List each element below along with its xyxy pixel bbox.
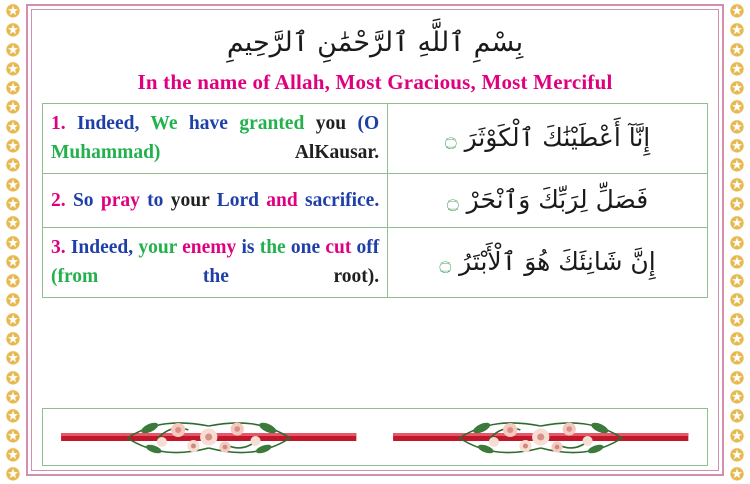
star-icon: ✪ [729,330,745,350]
star-icon: ✪ [5,426,21,446]
ayah-marker-icon: ۝ [444,127,457,152]
star-icon: ✪ [5,272,21,292]
star-icon: ✪ [5,117,21,137]
star-icon: ✪ [5,465,21,484]
star-icon: ✪ [5,137,21,157]
verse-arabic-1 [388,103,708,173]
star-icon: ✪ [729,368,745,388]
star-icon: ✪ [729,426,745,446]
table-row [43,227,708,297]
verse-number-2: 2. [51,189,66,211]
star-icon: ✪ [5,291,21,311]
star-icon: ✪ [729,214,745,234]
star-icon: ✪ [5,407,21,427]
star-icon: ✪ [729,387,745,407]
star-icon: ✪ [729,291,745,311]
star-icon: ✪ [729,349,745,369]
footer-ornament-band [42,408,708,466]
star-icon: ✪ [5,156,21,176]
star-icon: ✪ [729,59,745,79]
verse-english-1 [43,103,388,173]
star-icon: ✪ [5,349,21,369]
page-frame-outer [26,4,724,476]
floral-divider-icon [388,414,693,460]
verse-english-2 [43,174,388,228]
star-icon: ✪ [5,59,21,79]
star-icon: ✪ [729,21,745,41]
verse-arabic-2 [388,174,708,228]
verse-arabic-text-1: إِنَّآ أَعْطَيْنَٰكَ ٱلْكَوْثَرَ [464,123,651,153]
star-icon: ✪ [5,233,21,253]
page-frame-inner [31,9,719,471]
star-icon: ✪ [5,40,21,60]
star-icon: ✪ [729,117,745,137]
verse-english-text-1: Indeed, We have granted you (O Muhammad) AlKausar. [51,112,380,164]
bismillah-arabic: بِسْمِ ٱللَّهِ ٱلرَّحْمَٰنِ ٱلرَّحِيمِ [226,27,524,58]
verse-arabic-3 [388,227,708,297]
star-icon: ✪ [5,387,21,407]
star-icon: ✪ [5,175,21,195]
star-icon: ✪ [5,310,21,330]
ayah-marker-icon: ۝ [439,250,452,275]
star-icon: ✪ [729,272,745,292]
verse-arabic-text-2: فَصَلِّ لِرَبِّكَ وَٱنْحَرْ [466,185,649,215]
right-star-border [724,0,750,484]
star-icon: ✪ [5,445,21,465]
star-icon: ✪ [5,98,21,118]
star-icon: ✪ [5,79,21,99]
star-icon: ✪ [5,194,21,214]
star-icon: ✪ [729,445,745,465]
floral-divider-icon [56,414,361,460]
verse-number-1: 1. [51,112,66,134]
content-spacer [42,298,708,400]
star-icon: ✪ [5,252,21,272]
verse-arabic-text-3: إِنَّ شَانِئَكَ هُوَ ٱلْأَبْتَرُ [459,246,656,276]
verse-english-text-2: So pray to your Lord and sacrifice. [72,189,380,211]
star-icon: ✪ [729,407,745,427]
star-icon: ✪ [5,2,21,21]
star-icon: ✪ [729,79,745,99]
star-icon: ✪ [729,2,745,21]
star-icon: ✪ [729,465,745,484]
verse-number-3: 3. [51,236,66,258]
verse-table [42,103,708,298]
star-icon: ✪ [729,98,745,118]
table-row [43,174,708,228]
star-icon: ✪ [5,330,21,350]
left-star-border [0,0,26,484]
bismillah-translation: In the name of Allah, Most Gracious, Most Merciful [137,69,613,94]
table-row [43,103,708,173]
ayah-marker-icon: ۝ [446,189,459,214]
star-icon: ✪ [729,310,745,330]
star-icon: ✪ [729,40,745,60]
verse-english-3 [43,227,388,297]
star-icon: ✪ [5,21,21,41]
star-icon: ✪ [5,368,21,388]
star-icon: ✪ [5,214,21,234]
star-icon: ✪ [729,156,745,176]
verse-english-text-3: Indeed, your enemy is the one cut off (from the root). [51,236,380,288]
star-icon: ✪ [729,252,745,272]
star-icon: ✪ [729,175,745,195]
star-icon: ✪ [729,233,745,253]
star-icon: ✪ [729,137,745,157]
star-icon: ✪ [729,194,745,214]
